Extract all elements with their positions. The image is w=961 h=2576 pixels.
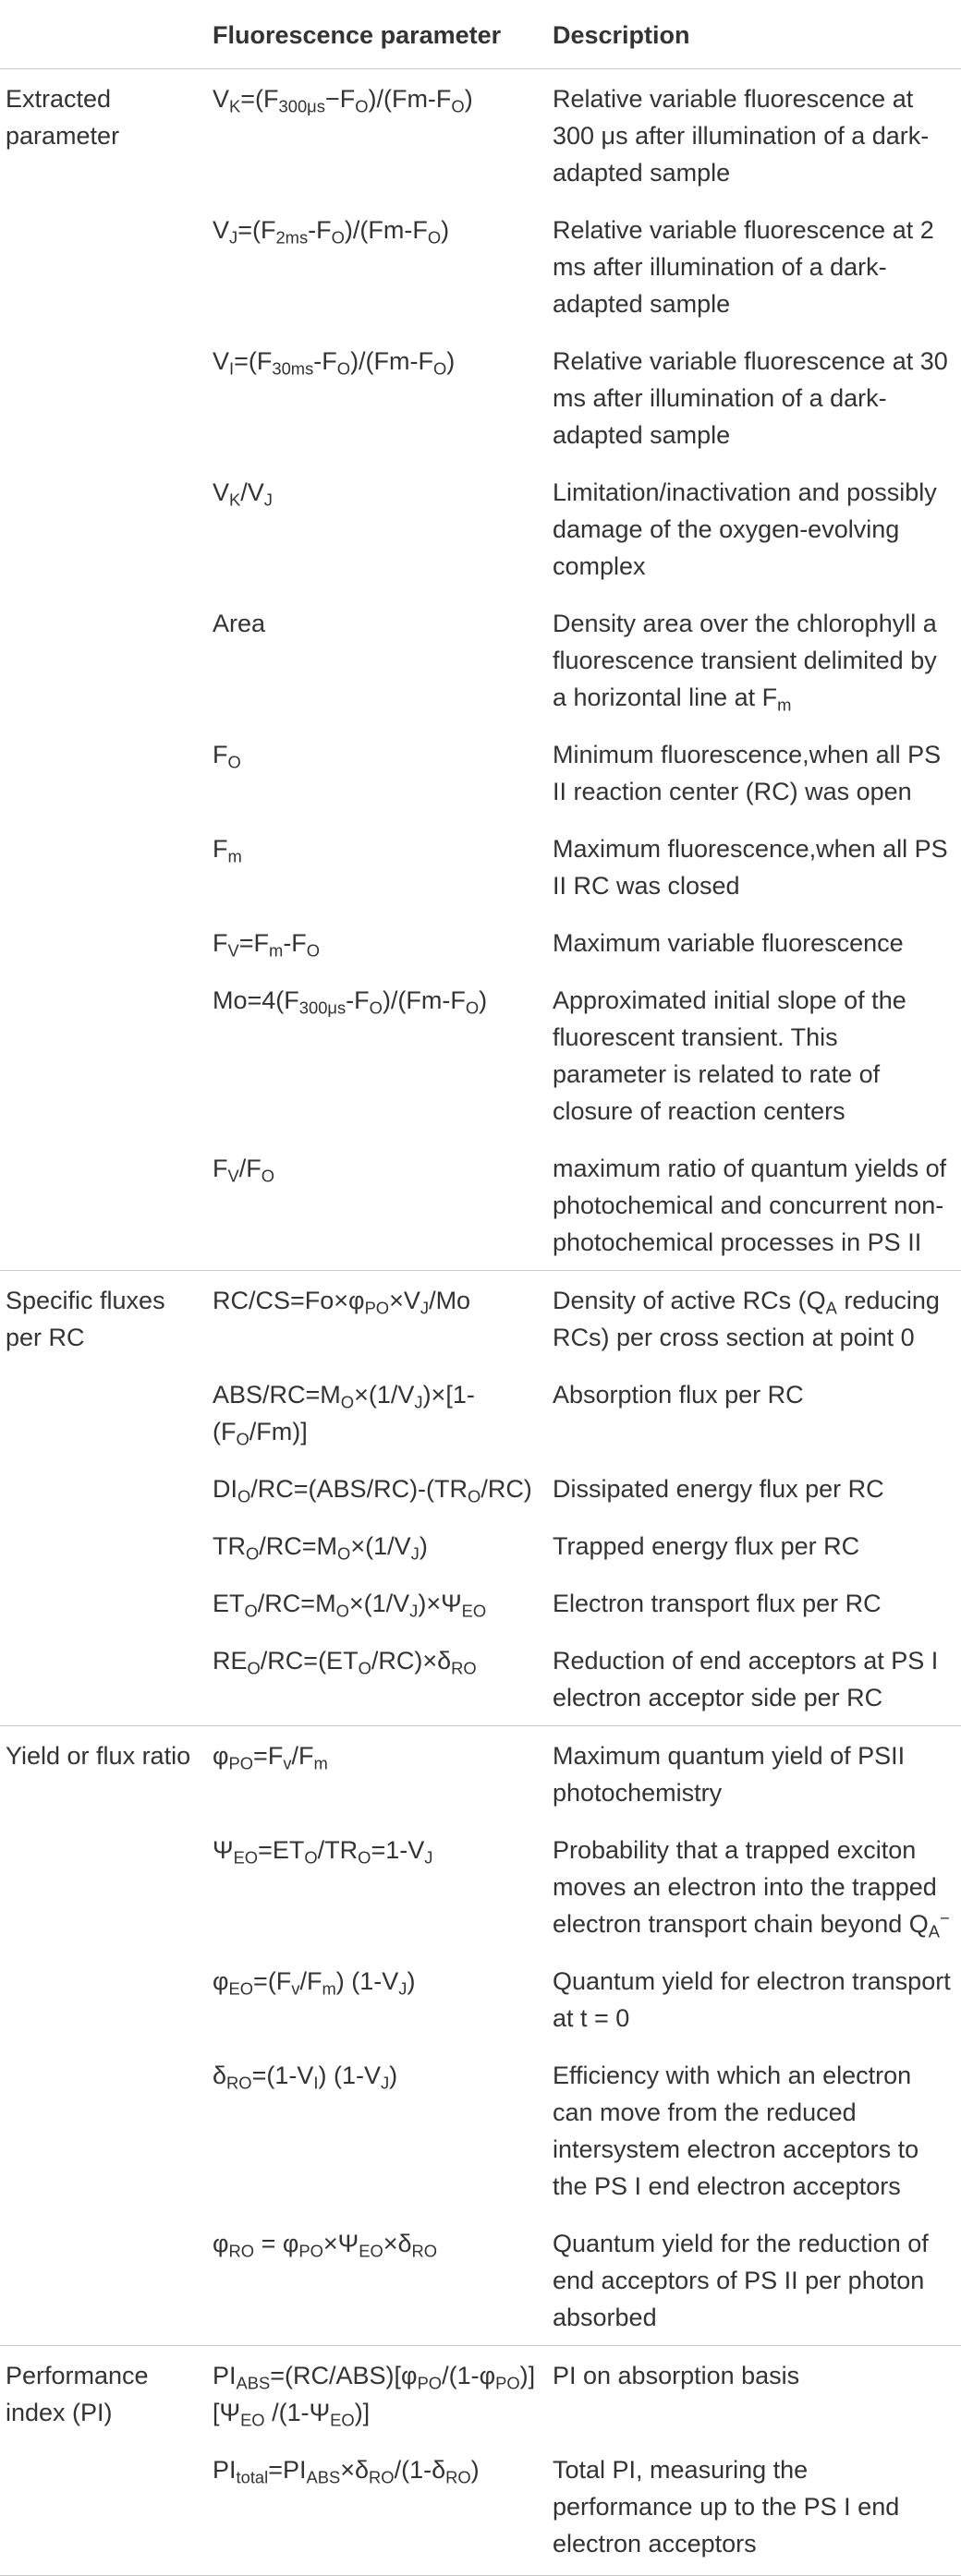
table-row [0, 1631, 961, 1726]
row-description: Reduction of end acceptors at PS I electron acceptor side per RC [553, 1647, 939, 1711]
row-fluorescence-parameter: $V_K=(F_{300\mu s}-F_O)/(Fm-F_O)$ [213, 85, 473, 116]
row-category: Yield or flux ratio [0, 1726, 205, 1821]
row-category [0, 1517, 205, 1574]
row-category [0, 1365, 205, 1459]
table-row [0, 913, 961, 971]
row-category [0, 200, 205, 332]
row-description: Absorption flux per RC [553, 1381, 804, 1409]
row-description: Trapped energy flux per RC [553, 1532, 860, 1560]
row-fluorescence-parameter: $\varphi_{EO}=(F_v/F_m)$ $(1-V_J)$ [213, 1967, 416, 1999]
row-category: Performance index (PI) [0, 2346, 205, 2441]
row-category [0, 2046, 205, 2214]
table-row [0, 2346, 961, 2441]
row-fluorescence-parameter: $ET_O/RC=M_O\times(1/V_J)\times\Psi_{EO}$ [213, 1590, 487, 1621]
row-fluorescence-parameter: $RC/CS=Fo\times\varphi_{PO}\times V_J/Mo$ [205, 1271, 545, 1366]
row-fluorescence-parameter: $\varphi_{RO} = \varphi_{PO}\times\Psi_{EO}\times\delta_{RO}$ [213, 2230, 438, 2261]
table-row [0, 2214, 961, 2346]
row-fluorescence-parameter: $RE_O/RC=(ET_O/RC)\times\delta_{RO}$ [213, 1647, 477, 1678]
table-row [0, 1139, 961, 1271]
row-fluorescence-parameter: $V_I=(F_{30ms}-F_O)/(Fm-F_O)$ [213, 347, 456, 379]
row-fluorescence-parameter: ABS/$RC=M_O\times(1/V_J)\times[1-(F_O/Fm)]$ [213, 1381, 475, 1449]
table-row [0, 1459, 961, 1517]
row-fluorescence-parameter: Area [213, 610, 266, 637]
row-description: Total PI, measuring the performance up to the PS I end electron acceptors [545, 2440, 961, 2576]
row-description: Minimum fluorescence,when all PS II reaction center (RC) was open [553, 741, 942, 805]
row-category [0, 332, 205, 463]
row-fluorescence-parameter: $F_O$ [213, 741, 241, 772]
row-description: Dissipated energy flux per RC [553, 1475, 884, 1503]
row-category [0, 1631, 205, 1726]
table-row [0, 1726, 961, 1821]
table-row [0, 2440, 961, 2576]
row-description: Quantum yield for the reduction of end acceptors of PS II per photon absorbed [553, 2230, 929, 2331]
header-category [0, 0, 205, 69]
table-row [0, 332, 961, 463]
row-category [0, 594, 205, 725]
table-row [0, 594, 961, 725]
row-description: Relative variable fluorescence at 30 ms after illumination of a dark-adapted sample [553, 347, 948, 449]
row-description: Electron transport flux per RC [553, 1590, 882, 1617]
header-row [0, 0, 961, 69]
row-category [0, 1574, 205, 1631]
table-row [0, 69, 961, 201]
table-row [0, 2046, 961, 2214]
row-fluorescence-parameter: $\varphi_{PO}=F_v/F_m$ [205, 1726, 545, 1821]
row-fluorescence-parameter: $\Psi_{EO}=ET_O/TR_O=1-V_J$ [213, 1836, 433, 1868]
table-row [0, 1574, 961, 1631]
row-description: PI on absorption basis [545, 2346, 961, 2441]
row-description: Maximum variable fluorescence [553, 929, 904, 957]
row-description: Maximum fluorescence,when all PS II RC was closed [553, 835, 948, 900]
row-category: Specific fluxes per RC [0, 1271, 205, 1366]
row-category [0, 1820, 205, 1952]
row-fluorescence-parameter: $V_J=(F_{2ms}-F_O)/(Fm-F_O)$ [213, 216, 450, 248]
row-fluorescence-parameter: $F_V=F_m-F_O$ [213, 929, 321, 961]
header-description: Description [545, 0, 961, 69]
header-fluorescence-parameter: Fluorescence parameter [205, 0, 545, 69]
row-fluorescence-parameter: $PI_{total}=PI_{ABS}\times\delta_{RO}/(1-\delta_{RO})$ [205, 2440, 545, 2576]
table-row [0, 971, 961, 1139]
table-header [0, 0, 961, 69]
row-category [0, 819, 205, 913]
row-description: Approximated initial slope of the fluorescent transient. This parameter is related to rate of closure of reaction centers [553, 986, 906, 1125]
row-description: Maximum quantum yield of PSII photochemistry [545, 1726, 961, 1821]
table-row [0, 1365, 961, 1459]
row-fluorescence-parameter: $PI_{ABS}=(RC/ABS)[\varphi_{PO}/(1-\varphi_{PO})][\Psi_{EO}$ $/(1-\Psi_{EO})$] [205, 2346, 545, 2441]
row-category [0, 1139, 205, 1271]
row-fluorescence-parameter: $TR_O/RC=M_O\times(1/V_J)$ [213, 1532, 428, 1564]
table-row [0, 1820, 961, 1952]
row-description: Limitation/inactivation and possibly damage of the oxygen-evolving complex [553, 478, 937, 580]
row-description: Probability that a trapped exciton moves an electron into the trapped electron transport chain beyond $Q_A^-$ [553, 1836, 950, 1941]
row-fluorescence-parameter: $\delta_{RO}=(1-V_I)$ $(1-V_J)$ [213, 2062, 398, 2093]
row-description: Density of active RCs ($Q_A$ reducing RCs) per cross section at point 0 [545, 1271, 961, 1366]
row-category [0, 2440, 205, 2576]
row-category [0, 913, 205, 971]
row-category [0, 971, 205, 1139]
row-category [0, 1459, 205, 1517]
row-fluorescence-parameter: $F_V/F_O$ [213, 1155, 275, 1186]
table-row [0, 463, 961, 594]
row-category [0, 725, 205, 819]
table-row [0, 1271, 961, 1366]
row-description: Quantum yield for electron transport at t = 0 [553, 1967, 951, 2032]
row-description: maximum ratio of quantum yields of photochemical and concurrent non-photochemical processes in PS II [553, 1155, 947, 1256]
row-description: Efficiency with which an electron can move from the reduced intersystem electron acceptors to the PS I end electron acceptors [553, 2062, 919, 2200]
row-description: Relative variable fluorescence at 300 μs after illumination of a dark-adapted sample [553, 85, 930, 187]
row-category [0, 463, 205, 594]
row-fluorescence-parameter: $Mo=4(F_{300\mu s}-F_O)/(Fm-F_O)$ [213, 986, 488, 1018]
row-fluorescence-parameter: $V_K/V_J$ [213, 478, 273, 510]
table-body [0, 69, 961, 2576]
row-fluorescence-parameter: $F_m$ [213, 835, 242, 866]
table-row [0, 1952, 961, 2046]
row-category [0, 2214, 205, 2346]
row-description: Density area over the chlorophyll a fluorescence transient delimited by a horizontal line at $F_m$ [553, 610, 937, 715]
table-row [0, 200, 961, 332]
table-row [0, 1517, 961, 1574]
row-category [0, 1952, 205, 2046]
table-row [0, 725, 961, 819]
row-fluorescence-parameter: $DI_O/RC=(ABS/RC)-(TR_O/RC)$ [213, 1475, 532, 1506]
row-category: Extracted parameter [6, 85, 120, 150]
table-row [0, 819, 961, 913]
row-description: Relative variable fluorescence at 2 ms after illumination of a dark-adapted sample [553, 216, 934, 318]
